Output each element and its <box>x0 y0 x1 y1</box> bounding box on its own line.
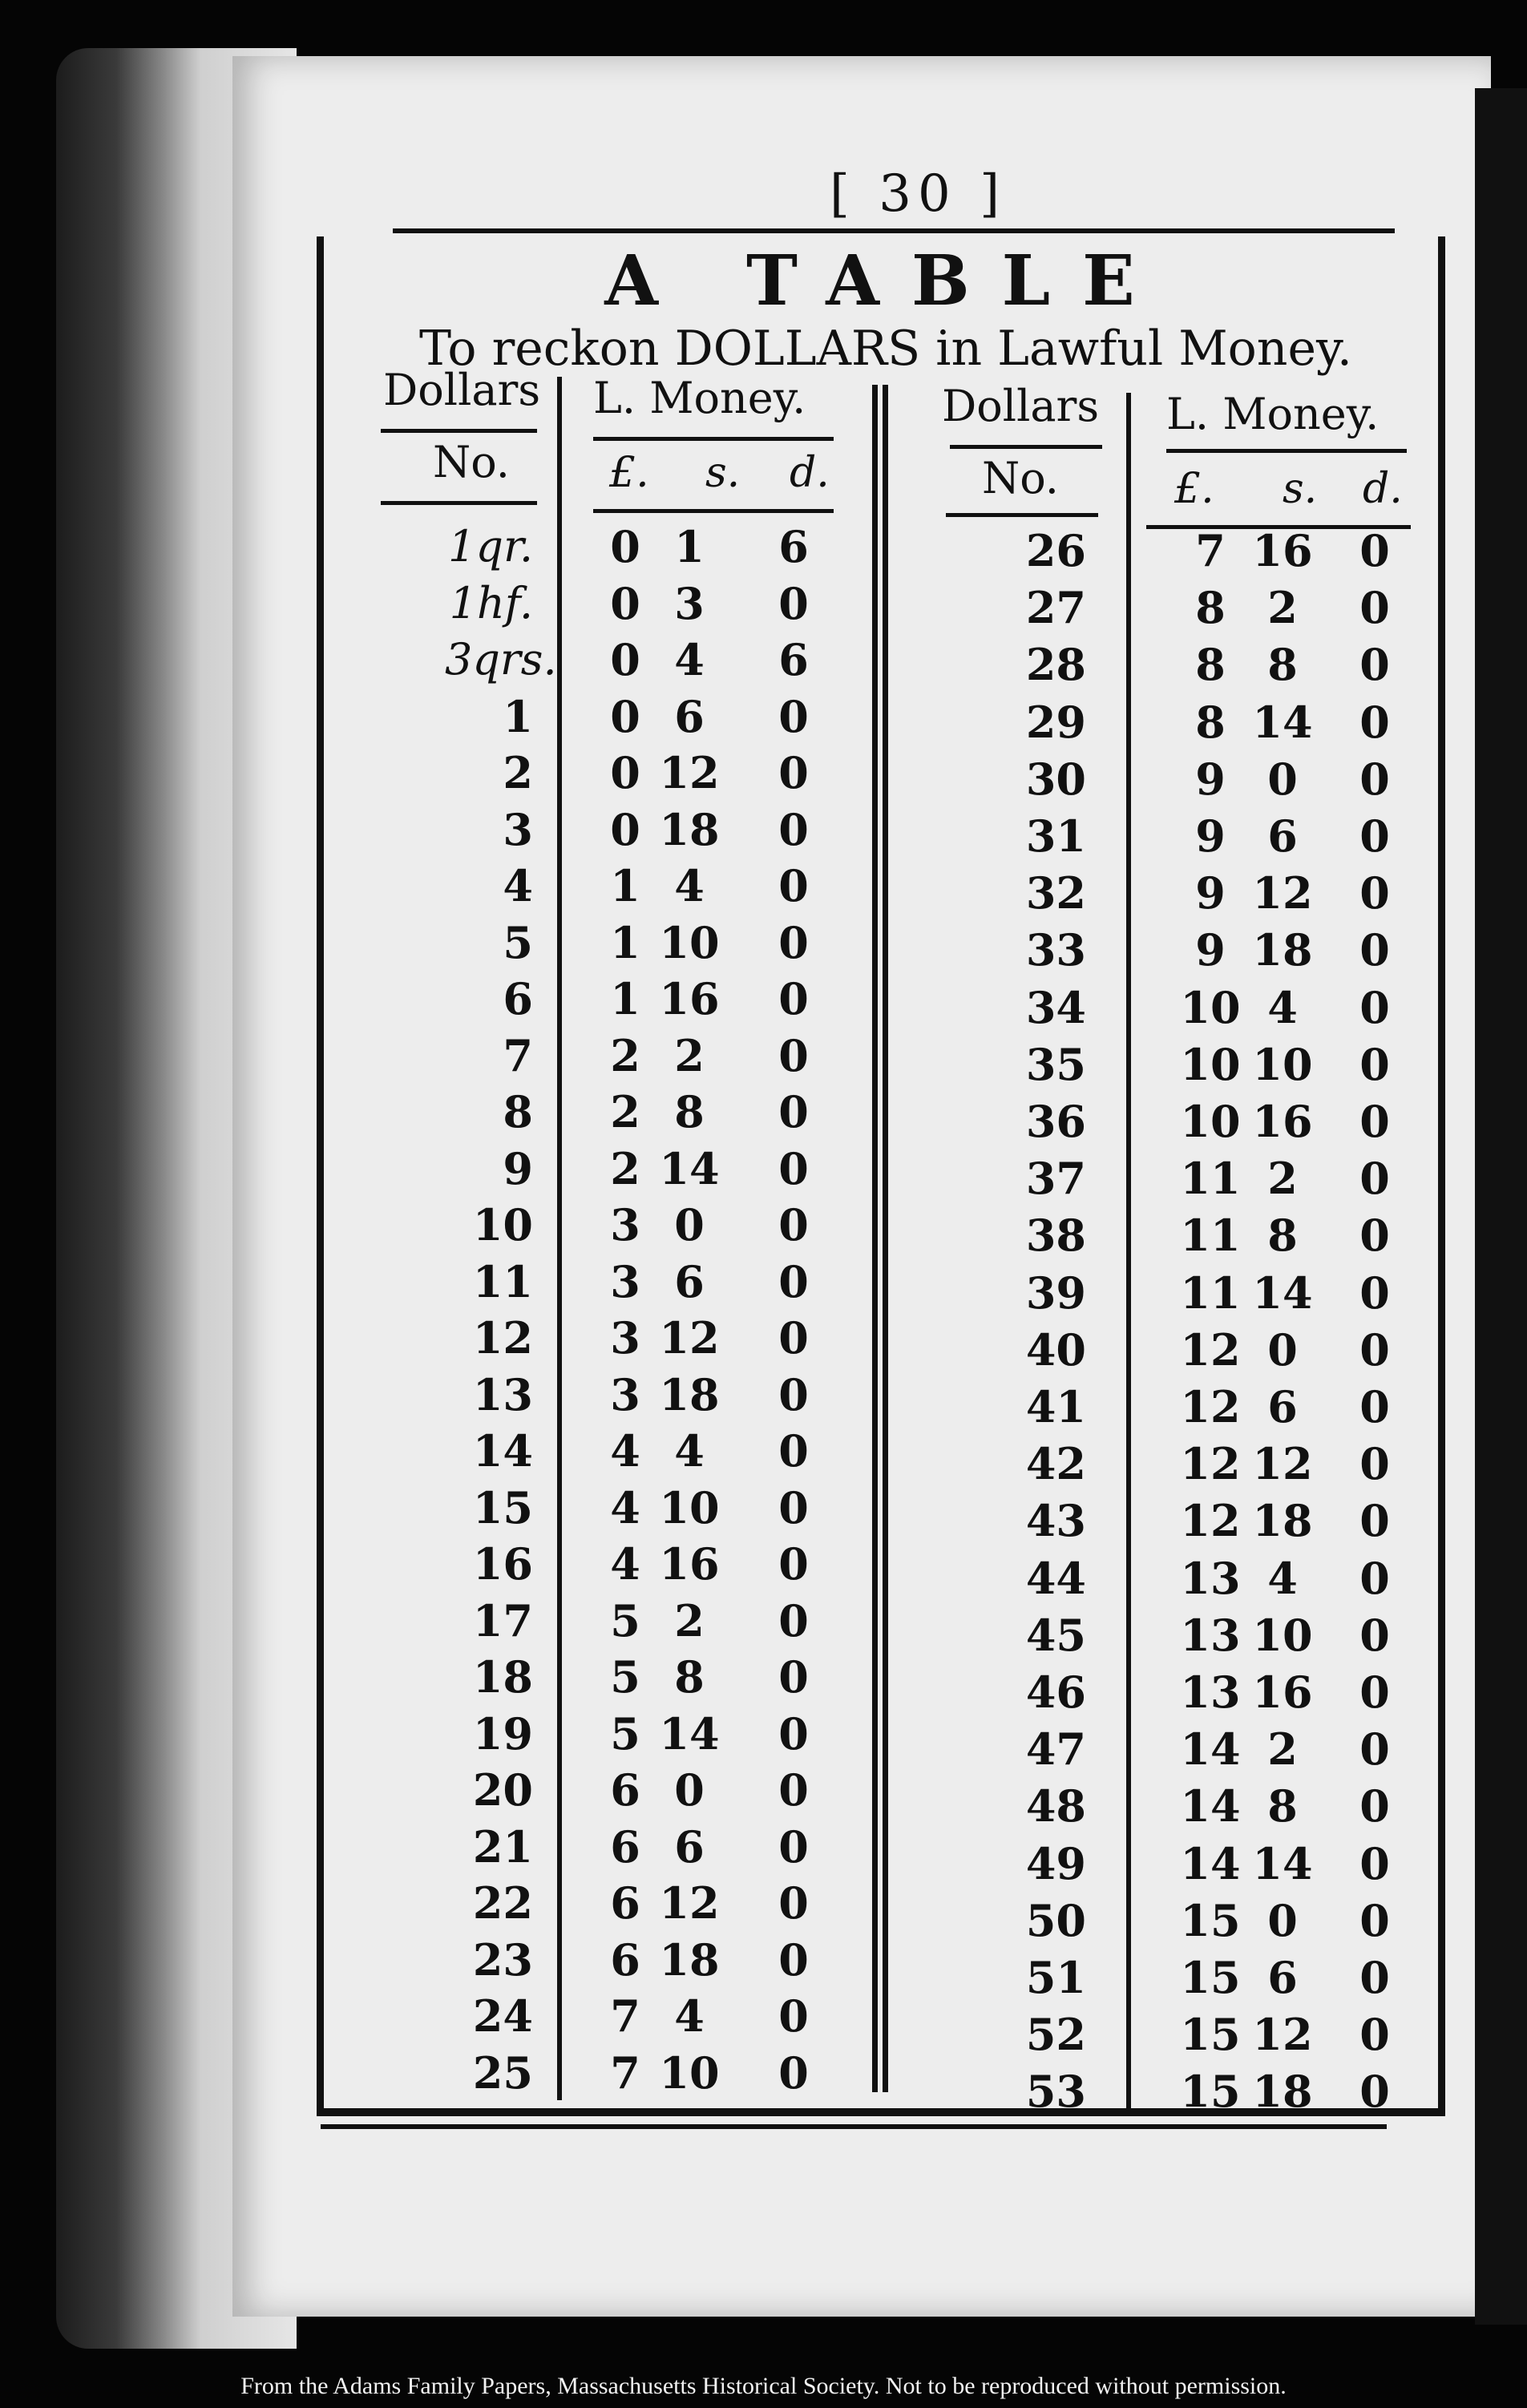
row-pounds: 4 <box>610 1425 640 1477</box>
left-pence-header: d. <box>790 449 830 497</box>
row-pounds: 1 <box>610 860 640 911</box>
table-row <box>0 1780 1527 1836</box>
row-dollars: 46 <box>1025 1667 1086 1718</box>
row-pence: 6 <box>778 521 809 572</box>
row-shillings: 18 <box>659 1933 720 1986</box>
row-pence: 0 <box>1359 2009 1390 2061</box>
row-pence: 0 <box>778 1255 809 1307</box>
row-pounds: 10 <box>1180 981 1241 1033</box>
row-dollars: 11 <box>472 1255 533 1307</box>
row-dollars: 42 <box>1025 1438 1086 1490</box>
row-shillings: 16 <box>1252 525 1313 576</box>
row-dollars: 21 <box>472 1820 533 1873</box>
row-dollars: 49 <box>1025 1837 1086 1889</box>
row-shillings: 18 <box>659 803 720 855</box>
row-pence: 0 <box>1359 1210 1390 1262</box>
row-dollars: 5 <box>503 916 533 968</box>
row-dollars: 36 <box>1025 1096 1086 1147</box>
right-pounds-header: £. <box>1174 465 1214 513</box>
table-row <box>0 1381 1527 1437</box>
row-pounds: 0 <box>610 577 640 629</box>
row-shillings: 6 <box>1267 1381 1298 1432</box>
row-shillings: 18 <box>1252 2066 1313 2118</box>
row-pounds: 8 <box>1195 639 1226 691</box>
row-pounds: 0 <box>610 521 640 572</box>
row-dollars: 23 <box>472 1933 533 1986</box>
table-row <box>0 1610 1527 1666</box>
row-dollars: 35 <box>1025 1038 1086 1090</box>
row-pence: 0 <box>778 1199 809 1250</box>
row-pounds: 15 <box>1180 1952 1241 2003</box>
table-row <box>0 1495 1527 1551</box>
row-shillings: 4 <box>1267 981 1298 1033</box>
row-dollars: 53 <box>1025 2066 1086 2118</box>
row-pounds: 13 <box>1180 1609 1241 1661</box>
table-row <box>0 810 1527 867</box>
row-shillings: 0 <box>1267 753 1298 805</box>
left-lsd-rule <box>593 509 834 513</box>
row-pounds: 10 <box>1180 1096 1241 1147</box>
row-shillings: 18 <box>1252 924 1313 976</box>
row-shillings: 10 <box>659 1481 720 1533</box>
row-dollars: 10 <box>472 1199 533 1250</box>
row-pounds: 3 <box>610 1255 640 1307</box>
table-subtitle: To reckon DOLLARS in Lawful Money. <box>419 321 1352 377</box>
page-number: [ 30 ] <box>829 164 1007 224</box>
row-dollars: 47 <box>1025 1723 1086 1776</box>
row-pounds: 7 <box>610 1990 640 2042</box>
row-dollars: 12 <box>472 1312 533 1364</box>
row-pounds: 0 <box>610 690 640 742</box>
row-pence: 0 <box>778 1707 809 1760</box>
row-pence: 0 <box>778 747 809 798</box>
row-shillings: 6 <box>674 690 705 742</box>
row-shillings: 0 <box>674 1199 705 1250</box>
row-pounds: 12 <box>1180 1495 1241 1547</box>
row-dollars: 40 <box>1025 1323 1086 1376</box>
row-dollars: 6 <box>503 973 533 1024</box>
row-dollars: 29 <box>1025 696 1086 748</box>
row-shillings: 18 <box>659 1368 720 1420</box>
row-pence: 0 <box>778 577 809 629</box>
row-dollars: 14 <box>472 1425 533 1477</box>
row-dollars: 1qr. <box>448 521 533 572</box>
row-pence: 0 <box>778 1877 809 1929</box>
right-dollars-rule <box>950 445 1102 449</box>
row-shillings: 8 <box>1267 1780 1298 1832</box>
row-pence: 0 <box>1359 1267 1390 1319</box>
row-pence: 0 <box>778 1990 809 2042</box>
row-shillings: 6 <box>674 1820 705 1873</box>
row-pounds: 3 <box>610 1368 640 1420</box>
row-pence: 0 <box>1359 1323 1390 1376</box>
row-pence: 0 <box>778 973 809 1024</box>
table-row <box>0 1667 1527 1723</box>
row-pounds: 0 <box>610 747 640 798</box>
row-pence: 0 <box>778 1594 809 1646</box>
table-row <box>0 2066 1527 2122</box>
table-title: A TABLE <box>604 240 1167 321</box>
copyright-footer: From the Adams Family Papers, Massachusetts Historical Society. Not to be reproduced without permission. <box>240 2373 1287 2399</box>
row-dollars: 3 <box>503 803 533 855</box>
row-pounds: 6 <box>610 1933 640 1986</box>
row-shillings: 6 <box>1267 1952 1298 2003</box>
row-pounds: 15 <box>1180 1894 1241 1946</box>
row-dollars: 13 <box>472 1368 533 1420</box>
row-shillings: 10 <box>659 916 720 968</box>
row-pence: 0 <box>778 1425 809 1477</box>
row-pence: 0 <box>778 1086 809 1137</box>
row-dollars: 37 <box>1025 1153 1086 1205</box>
row-dollars: 30 <box>1025 753 1086 805</box>
row-pounds: 11 <box>1180 1210 1241 1262</box>
row-shillings: 10 <box>659 2046 720 2099</box>
row-shillings: 4 <box>674 634 705 685</box>
row-dollars: 38 <box>1025 1210 1086 1262</box>
row-pence: 0 <box>778 803 809 855</box>
row-pence: 0 <box>1359 1667 1390 1718</box>
row-dollars: 1 <box>503 690 533 742</box>
row-dollars: 48 <box>1025 1780 1086 1832</box>
row-pence: 0 <box>1359 1381 1390 1432</box>
row-dollars: 28 <box>1025 639 1086 691</box>
row-shillings: 14 <box>1252 696 1313 748</box>
table-row <box>0 1324 1527 1380</box>
row-shillings: 4 <box>1267 1552 1298 1604</box>
row-pounds: 4 <box>610 1481 640 1533</box>
row-pounds: 12 <box>1180 1438 1241 1490</box>
row-pounds: 5 <box>610 1707 640 1760</box>
table-row <box>0 525 1527 581</box>
left-dollars-rule <box>381 429 537 433</box>
row-pence: 0 <box>1359 1552 1390 1604</box>
row-shillings: 6 <box>674 1255 705 1307</box>
row-dollars: 22 <box>472 1877 533 1929</box>
right-dollars-header: Dollars <box>942 381 1100 431</box>
row-dollars: 18 <box>472 1651 533 1703</box>
row-shillings: 3 <box>674 577 705 629</box>
table-row <box>0 1553 1527 1609</box>
row-pounds: 14 <box>1180 1837 1241 1889</box>
row-shillings: 12 <box>1252 1438 1313 1490</box>
table-row <box>0 1096 1527 1152</box>
row-pence: 0 <box>1359 1096 1390 1147</box>
row-shillings: 12 <box>1252 867 1313 919</box>
left-money-header: L. Money. <box>593 373 806 423</box>
table-row <box>0 924 1527 980</box>
table-row <box>0 1267 1527 1323</box>
row-shillings: 2 <box>674 1594 705 1646</box>
row-pounds: 1 <box>610 973 640 1024</box>
row-dollars: 7 <box>503 1029 533 1081</box>
table-row <box>0 697 1527 753</box>
table-row <box>0 1838 1527 1894</box>
row-dollars: 3qrs. <box>445 634 557 685</box>
row-shillings: 14 <box>659 1142 720 1194</box>
table-row <box>0 1210 1527 1266</box>
left-pounds-header: £. <box>609 449 649 497</box>
row-pence: 0 <box>1359 867 1390 919</box>
row-shillings: 4 <box>674 1425 705 1477</box>
row-pence: 0 <box>1359 1495 1390 1547</box>
row-dollars: 1hf. <box>449 577 533 628</box>
row-pounds: 8 <box>1195 696 1226 748</box>
row-shillings: 2 <box>1267 1153 1298 1205</box>
row-dollars: 2 <box>503 747 533 798</box>
row-pounds: 13 <box>1180 1552 1241 1604</box>
left-shillings-header: s. <box>705 449 741 497</box>
row-dollars: 32 <box>1025 867 1086 919</box>
row-pence: 0 <box>778 1142 809 1194</box>
row-pounds: 6 <box>610 1764 640 1816</box>
table-row <box>0 639 1527 695</box>
row-shillings: 18 <box>1252 1495 1313 1547</box>
row-shillings: 2 <box>1267 582 1298 634</box>
table-row <box>0 1723 1527 1780</box>
table-row <box>0 1952 1527 2008</box>
row-shillings: 0 <box>1267 1894 1298 1946</box>
row-pounds: 5 <box>610 1651 640 1703</box>
row-dollars: 8 <box>503 1086 533 1137</box>
row-pence: 0 <box>778 916 809 968</box>
row-dollars: 25 <box>472 2046 533 2099</box>
row-dollars: 27 <box>1025 582 1086 634</box>
row-dollars: 24 <box>472 1990 533 2042</box>
row-pence: 6 <box>778 634 809 685</box>
row-pounds: 3 <box>610 1312 640 1364</box>
row-dollars: 9 <box>503 1142 533 1194</box>
row-dollars: 50 <box>1025 1894 1086 1946</box>
row-pounds: 6 <box>610 1877 640 1929</box>
left-no-rule <box>381 501 537 505</box>
row-pence: 0 <box>1359 1837 1390 1889</box>
right-money-rule <box>1166 449 1407 453</box>
row-pence: 0 <box>1359 810 1390 862</box>
row-pence: 0 <box>778 1820 809 1873</box>
row-pence: 0 <box>1359 753 1390 805</box>
row-shillings: 12 <box>659 1877 720 1929</box>
row-pounds: 11 <box>1180 1153 1241 1205</box>
row-pence: 0 <box>1359 639 1390 691</box>
row-dollars: 34 <box>1025 981 1086 1033</box>
row-pounds: 9 <box>1195 924 1226 976</box>
row-pence: 0 <box>1359 981 1390 1033</box>
table-row <box>0 1153 1527 1209</box>
row-pence: 0 <box>778 1312 809 1364</box>
row-pounds: 9 <box>1195 810 1226 862</box>
table-row <box>0 1895 1527 1951</box>
row-pence: 0 <box>778 1764 809 1816</box>
row-pounds: 0 <box>610 634 640 685</box>
row-pence: 0 <box>1359 924 1390 976</box>
row-pence: 0 <box>1359 1038 1390 1090</box>
row-dollars: 20 <box>472 1764 533 1816</box>
row-shillings: 16 <box>1252 1667 1313 1718</box>
table-row <box>0 2009 1527 2065</box>
table-row <box>0 982 1527 1038</box>
row-pounds: 5 <box>610 1594 640 1646</box>
row-shillings: 0 <box>1267 1323 1298 1376</box>
row-pounds: 1 <box>610 916 640 968</box>
row-shillings: 0 <box>674 1764 705 1816</box>
row-pence: 0 <box>778 1481 809 1533</box>
row-dollars: 51 <box>1025 1952 1086 2003</box>
row-pence: 0 <box>778 2046 809 2099</box>
row-pence: 0 <box>1359 1153 1390 1205</box>
table-row <box>0 1039 1527 1095</box>
row-shillings: 8 <box>1267 1210 1298 1262</box>
row-pounds: 0 <box>610 803 640 855</box>
row-dollars: 44 <box>1025 1552 1086 1604</box>
table-row <box>0 867 1527 923</box>
row-shillings: 4 <box>674 1990 705 2042</box>
row-shillings: 1 <box>674 521 705 572</box>
row-pounds: 14 <box>1180 1780 1241 1832</box>
row-dollars: 43 <box>1025 1495 1086 1547</box>
right-no-rule <box>946 513 1098 517</box>
row-dollars: 45 <box>1025 1609 1086 1661</box>
row-shillings: 12 <box>659 747 720 798</box>
row-pounds: 10 <box>1180 1038 1241 1090</box>
row-shillings: 2 <box>1267 1723 1298 1776</box>
row-pounds: 2 <box>610 1142 640 1194</box>
row-dollars: 31 <box>1025 810 1086 862</box>
left-dollars-header: Dollars <box>383 365 541 415</box>
row-pounds: 7 <box>1195 525 1226 576</box>
row-shillings: 8 <box>1267 639 1298 691</box>
row-pounds: 2 <box>610 1029 640 1081</box>
row-pounds: 12 <box>1180 1381 1241 1432</box>
row-dollars: 4 <box>503 860 533 911</box>
row-pounds: 13 <box>1180 1667 1241 1718</box>
row-shillings: 10 <box>1252 1609 1313 1661</box>
row-pounds: 4 <box>610 1538 640 1590</box>
row-pence: 0 <box>1359 2066 1390 2118</box>
row-dollars: 33 <box>1025 924 1086 976</box>
row-shillings: 14 <box>1252 1837 1313 1889</box>
row-pence: 0 <box>778 690 809 742</box>
row-pounds: 6 <box>610 1820 640 1873</box>
row-pounds: 9 <box>1195 867 1226 919</box>
left-money-rule <box>593 437 834 441</box>
row-pounds: 12 <box>1180 1323 1241 1376</box>
row-pounds: 7 <box>610 2046 640 2099</box>
row-dollars: 15 <box>472 1481 533 1533</box>
row-dollars: 16 <box>472 1538 533 1590</box>
row-pounds: 9 <box>1195 753 1226 805</box>
row-pence: 0 <box>778 1651 809 1703</box>
row-pence: 0 <box>1359 1952 1390 2003</box>
row-dollars: 39 <box>1025 1267 1086 1319</box>
row-dollars: 52 <box>1025 2009 1086 2061</box>
row-shillings: 8 <box>674 1086 705 1137</box>
row-dollars: 26 <box>1025 525 1086 576</box>
row-shillings: 12 <box>1252 2009 1313 2061</box>
row-pence: 0 <box>778 860 809 911</box>
top-rule <box>393 228 1395 233</box>
row-shillings: 2 <box>674 1029 705 1081</box>
row-pounds: 2 <box>610 1086 640 1137</box>
row-shillings: 16 <box>659 1538 720 1590</box>
right-money-header: L. Money. <box>1166 389 1380 439</box>
row-pounds: 8 <box>1195 582 1226 634</box>
table-row <box>0 1438 1527 1494</box>
row-pence: 0 <box>1359 525 1390 576</box>
row-pence: 0 <box>1359 582 1390 634</box>
table-row <box>0 582 1527 638</box>
row-shillings: 14 <box>1252 1267 1313 1319</box>
row-shillings: 4 <box>674 860 705 911</box>
row-shillings: 16 <box>1252 1096 1313 1147</box>
right-shillings-header: s. <box>1283 465 1318 513</box>
right-pence-header: d. <box>1363 465 1403 513</box>
row-pence: 0 <box>1359 696 1390 748</box>
row-pence: 0 <box>778 1538 809 1590</box>
row-shillings: 14 <box>659 1707 720 1760</box>
row-pence: 0 <box>1359 1780 1390 1832</box>
row-pence: 0 <box>778 1933 809 1986</box>
row-pence: 0 <box>1359 1894 1390 1946</box>
row-dollars: 41 <box>1025 1381 1086 1432</box>
row-pence: 0 <box>778 1368 809 1420</box>
row-shillings: 10 <box>1252 1038 1313 1090</box>
row-pence: 0 <box>1359 1723 1390 1776</box>
row-shillings: 8 <box>674 1651 705 1703</box>
row-shillings: 16 <box>659 973 720 1024</box>
row-pence: 0 <box>1359 1438 1390 1490</box>
row-pounds: 11 <box>1180 1267 1241 1319</box>
row-shillings: 12 <box>659 1312 720 1364</box>
row-dollars: 19 <box>472 1707 533 1760</box>
row-pence: 0 <box>778 1029 809 1081</box>
row-pounds: 14 <box>1180 1723 1241 1776</box>
left-no-header: No. <box>433 437 510 487</box>
row-dollars: 17 <box>472 1594 533 1646</box>
row-shillings: 6 <box>1267 810 1298 862</box>
right-no-header: No. <box>982 453 1059 503</box>
row-pounds: 15 <box>1180 2066 1241 2118</box>
table-row <box>0 754 1527 810</box>
bottom-rule <box>321 2124 1387 2129</box>
row-pounds: 15 <box>1180 2009 1241 2061</box>
row-pounds: 3 <box>610 1199 640 1250</box>
row-pence: 0 <box>1359 1609 1390 1661</box>
